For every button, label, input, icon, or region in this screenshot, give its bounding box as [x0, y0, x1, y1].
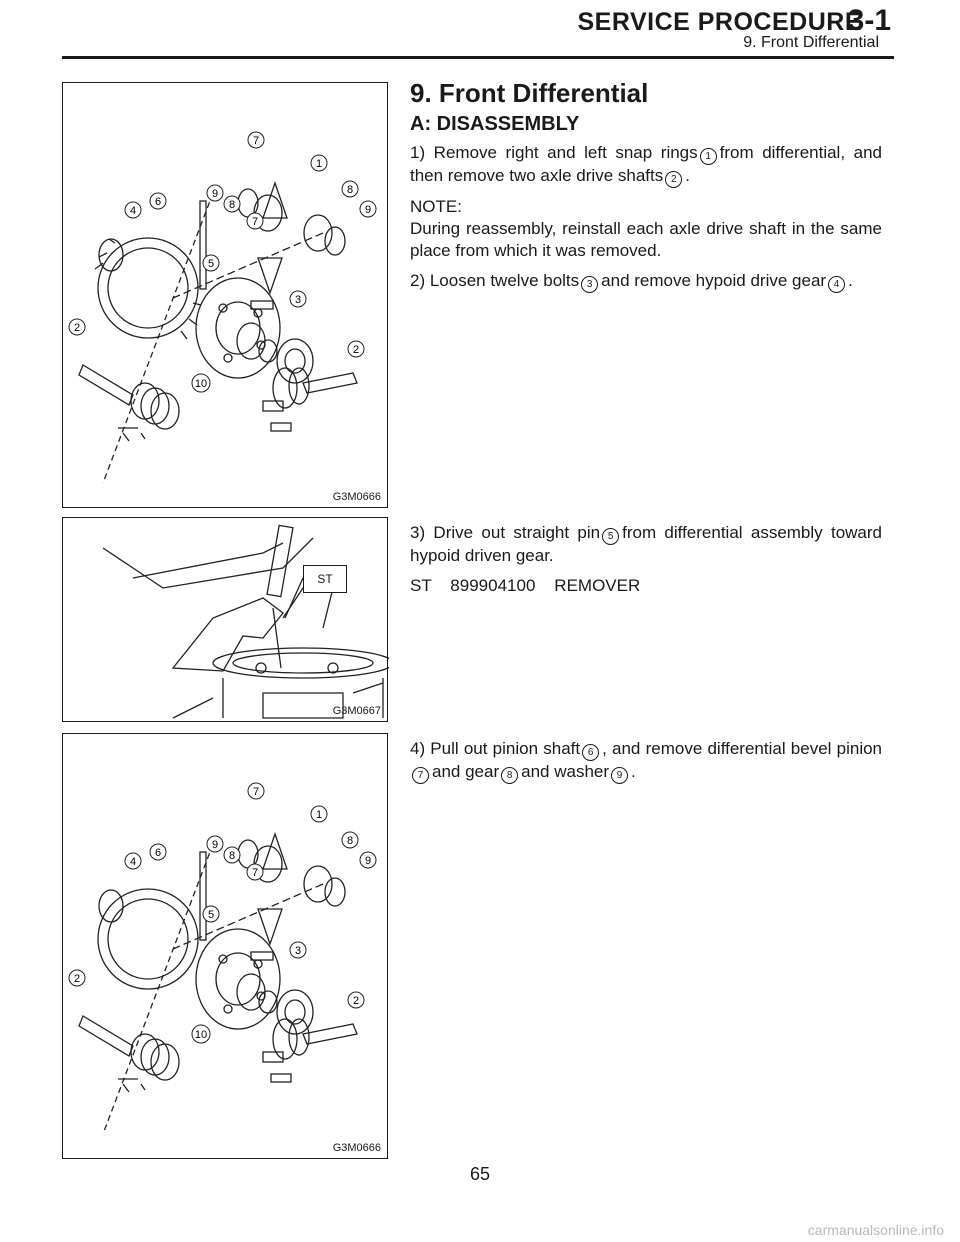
svg-text:3: 3	[294, 294, 302, 306]
svg-text:4: 4	[129, 205, 137, 217]
svg-text:5: 5	[207, 258, 215, 270]
svg-text:8: 8	[346, 835, 354, 847]
callout-7	[248, 132, 264, 148]
svg-text:8: 8	[228, 199, 236, 211]
callout-2	[69, 970, 85, 986]
figure-caption: G3M0666	[332, 1142, 381, 1154]
callout-9	[207, 836, 223, 852]
callout-4	[125, 853, 141, 869]
svg-text:9: 9	[364, 204, 372, 216]
callout-5	[203, 255, 219, 271]
circle-number: 9	[611, 767, 628, 784]
circle-number: 4	[828, 276, 845, 293]
circle-number: 7	[412, 767, 429, 784]
svg-text:7: 7	[252, 135, 260, 147]
step-block-3	[410, 738, 882, 792]
diagram-exploded-differential	[63, 734, 389, 1160]
circle-number: 5	[602, 528, 619, 545]
callout-10	[192, 374, 210, 392]
step-3: 3) Drive out straight pin 5 from differential assembly toward hypoid driven gear.	[410, 523, 883, 565]
callout-9	[360, 201, 376, 217]
step-1: 1) Remove right and left snap rings 1 from differential, and then remove two axle drive shafts 2 .	[410, 142, 882, 188]
svg-text:1: 1	[315, 809, 323, 821]
callout-9	[360, 852, 376, 868]
section-subheading: A: DISASSEMBLY	[410, 113, 580, 135]
section-heading: 9. Front Differential	[410, 78, 649, 108]
svg-text:6: 6	[154, 196, 162, 208]
circle-number: 6	[582, 744, 599, 761]
diagram-exploded-differential	[63, 83, 389, 509]
callout-6	[150, 193, 166, 209]
figure-drive-out-pin	[62, 517, 388, 722]
callout-8	[224, 196, 240, 212]
svg-text:9: 9	[211, 839, 219, 851]
callout-4	[125, 202, 141, 218]
note-text: During reassembly, reinstall each axle drive shaft in the same place from which it was removed.	[410, 219, 882, 260]
svg-text:8: 8	[346, 184, 354, 196]
header-rule	[62, 56, 894, 59]
callout-2	[69, 319, 85, 335]
page-number: 65	[469, 1164, 491, 1184]
callout-8	[342, 181, 358, 197]
svg-text:8: 8	[228, 850, 236, 862]
svg-text:4: 4	[129, 856, 137, 868]
figure-exploded-differential-1	[62, 82, 388, 508]
callout-7	[247, 864, 263, 880]
circle-number: 3	[581, 276, 598, 293]
callout-6	[150, 844, 166, 860]
note-label: NOTE:	[410, 197, 462, 216]
svg-text:7: 7	[251, 867, 259, 879]
svg-text:2: 2	[73, 322, 81, 334]
callout-3	[290, 291, 306, 307]
section-code: 3-1	[847, 4, 891, 37]
svg-text:5: 5	[207, 909, 215, 921]
callout-9	[207, 185, 223, 201]
callout-7	[248, 783, 264, 799]
diagram-drive-out-pin	[63, 518, 389, 723]
step-2: 2) Loosen twelve bolts 3 and remove hypoid drive gear 4 .	[410, 270, 882, 293]
special-tool-label: ST	[303, 565, 347, 593]
special-tool-line: ST 899904100 REMOVER	[410, 576, 641, 595]
callout-5	[203, 906, 219, 922]
callout-1	[311, 806, 327, 822]
svg-text:9: 9	[211, 188, 219, 200]
callout-7	[247, 213, 263, 229]
svg-text:10: 10	[194, 378, 208, 390]
callout-8	[224, 847, 240, 863]
circle-number: 1	[700, 148, 717, 165]
step-block-1	[410, 142, 882, 301]
header-title: SERVICE PROCEDURE	[577, 8, 862, 36]
figure-exploded-differential-2	[62, 733, 388, 1159]
note	[410, 196, 882, 262]
circle-number: 2	[665, 171, 682, 188]
callout-2	[348, 992, 364, 1008]
figure-caption: G3M0667	[332, 705, 381, 717]
watermark: carmanualsonline.info	[807, 1222, 944, 1238]
header-subtitle: 9. Front Differential	[743, 34, 879, 51]
svg-text:7: 7	[252, 786, 260, 798]
callout-10	[192, 1025, 210, 1043]
svg-text:6: 6	[154, 847, 162, 859]
svg-text:1: 1	[315, 158, 323, 170]
svg-text:2: 2	[73, 973, 81, 985]
callout-3	[290, 942, 306, 958]
svg-text:3: 3	[294, 945, 302, 957]
svg-text:7: 7	[251, 216, 259, 228]
callout-8	[342, 832, 358, 848]
svg-text:2: 2	[352, 344, 360, 356]
step-block-2	[410, 522, 882, 605]
callout-2	[348, 341, 364, 357]
step-4: 4) Pull out pinion shaft 6 , and remove differential bevel pinion7 and gear 8 and washer 9 .	[410, 738, 882, 784]
svg-text:9: 9	[364, 855, 372, 867]
figure-caption: G3M0666	[332, 491, 381, 503]
callout-1	[311, 155, 327, 171]
svg-text:2: 2	[352, 995, 360, 1007]
circle-number: 8	[501, 767, 518, 784]
svg-text:10: 10	[194, 1029, 208, 1041]
